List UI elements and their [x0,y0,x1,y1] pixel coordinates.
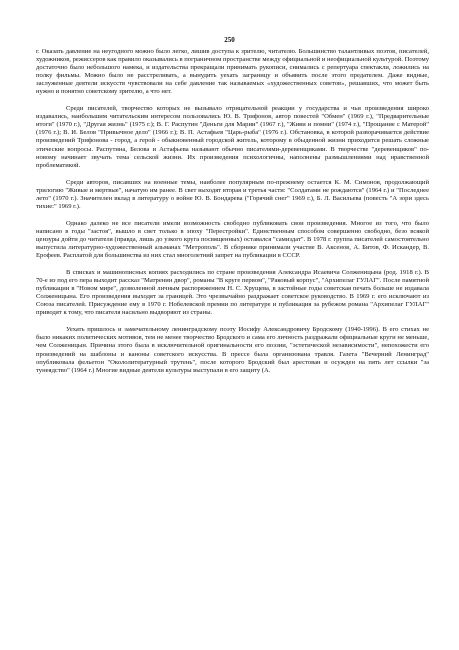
paragraph-1: г. Оказать давление на неугодного можно было легко, лишив доступа к зрителю, читателю. Большинство талантливых поэтов, писателей, художников, режиссеров как правило оказывались в пограничном пространстве между официальной и неофициальной культурой. Поэтому достаточно было небольшого намека, и издательства прекращали принимать рукописи, снимались с репертуара спектакли, ложились на полку фильмы. Можно было не расстреливать, а вынудить уехать заграницу и объявить после этого предателем. Даже видные, заслуженные деятели искусств чувствовали на себе давление так называемых «художественных советов», решавших, что может быть нужно и понятно советскому зрителю, а что нет. [36,48,429,96]
paragraph-3: Среди авторов, писавших на военные темы, наиболее популярным по-прежнему остается К. М. Симонов, продолжающий трилогию "Живые и мертвые", начатую им ранее. В свет выходят вторая и третья части: "Солдатами не рождаются" (1964 г.) и "Последнее лето" (1970 г.). Значителен вклад в литературу о войне Ю. В. Бондарева ("Горячий снег" 1969 г.), Б. Л. Васильева (повесть "А зори здесь тихие:" 1969 г.). [36,178,429,210]
paragraph-gap [36,211,429,220]
paragraph-4: Однако далеко не все писатели имели возможность свободно публиковать свои произведения. Многое из того, что было написано в годы "застоя", вышло в свет только в эпоху "Перестройки". Единственным способом совершенно свободно, безо всякой цензуры дойти до читателя (правда, лишь до узкого круга посвященных) оставался "самиздат". В 1978 г. группа писателей самостоятельно выпустила литературно-художественный альманах "Метрополь". В сборнике принимали участие В. Аксенов, А. Битов, Ф. Искандер, В. Ерофеев. Расплатой для большинства из них стал многолетний запрет на публикации в СССР. [36,219,429,260]
paragraph-6: Уехать пришлось и замечательному ленинградскому поэту Иосифу Александровичу Бродскому (1940-1996). В его стихах не было никаких политических мотивов, тем не менее творчество Бродского и сама его личность раздражали официальные круги не меньше, чем Солженицын. Причина этого была в исключительной оригинальности его поэзии, "эстетической независимости", непохожести его произведений на шаблоны и каноны советского искусства. В прессе была организована травля. Газета "Вечерний Ленинград" опубликовала фельетон "Окололитературный трутень", после которого Бродский был арестован и осужден на пять лет ссылки "за тунеядство" (1964 г.) Многие видные деятели культуры выступали в его защиту (А. [36,326,429,374]
page-body [36,48,429,375]
paragraph-gap [36,317,429,326]
paragraph-gap [36,96,429,105]
paragraph-gap [36,260,429,269]
paragraph-gap [36,170,429,179]
paragraph-5: В списках и машинописных копиях расходились по стране произведения Александра Исаевича Солженицына (род. 1918 г.). В 70-е из под его пера выходит рассказ "Матренин двор", романы "В круге первом", "Раковый корпус", "Архипелаг ГУЛАГ". После памятной публикации в "Новом мире", дозволенной личным распоряжением Н. С. Хрущева, в застойные годы советская печать больше не издавала Солженицына. Его произведения выходят за границей. Это чрезвычайно раздражает советское руководство. В 1969 г. его исключают из Союза писателей. Присуждение ему в 1970 г. Нобелевской премии по литературе и публикация за рубежом романа "Архипелаг ГУЛАГ" приводят к тому, что писателя насильно выдворяют из страны. [36,269,429,317]
paragraph-2: Среди писателей, творчество которых не вызывало отрицательной реакции у государства и чьи произведения широко издавались, наибольшим читательским интересом пользовались Ю. В. Трифонов, автор повестей "Обмен" (1969 г.), "Предварительные итоги" (1970 г.), "Другая жизнь" (1975 г.); В. Г. Распутин "Деньги для Марии" (1967 г.), "Живи и помни" (1974 г.), "Прощание с Матерой" (1976 г.); В. И. Белов "Привычное дело" (1966 г.); В. П. Астафьев "Царь-рыба" (1976 г.). Обстановка, в которой разворачивается действие произведений Трифонова - город, а герой - обыкновенный городской житель, которому в обыденной жизни приходится решать сложные этические вопросы. Распутина, Белова и Астафьева называют обычно писателями-деревенщиками. В творчестве "деревенщиков" по-новому начинает звучать тема сельской жизни. Их произведения психологичны, наполнены размышлениями над нравственной проблематикой. [36,105,429,169]
page-number: 250 [224,36,235,44]
